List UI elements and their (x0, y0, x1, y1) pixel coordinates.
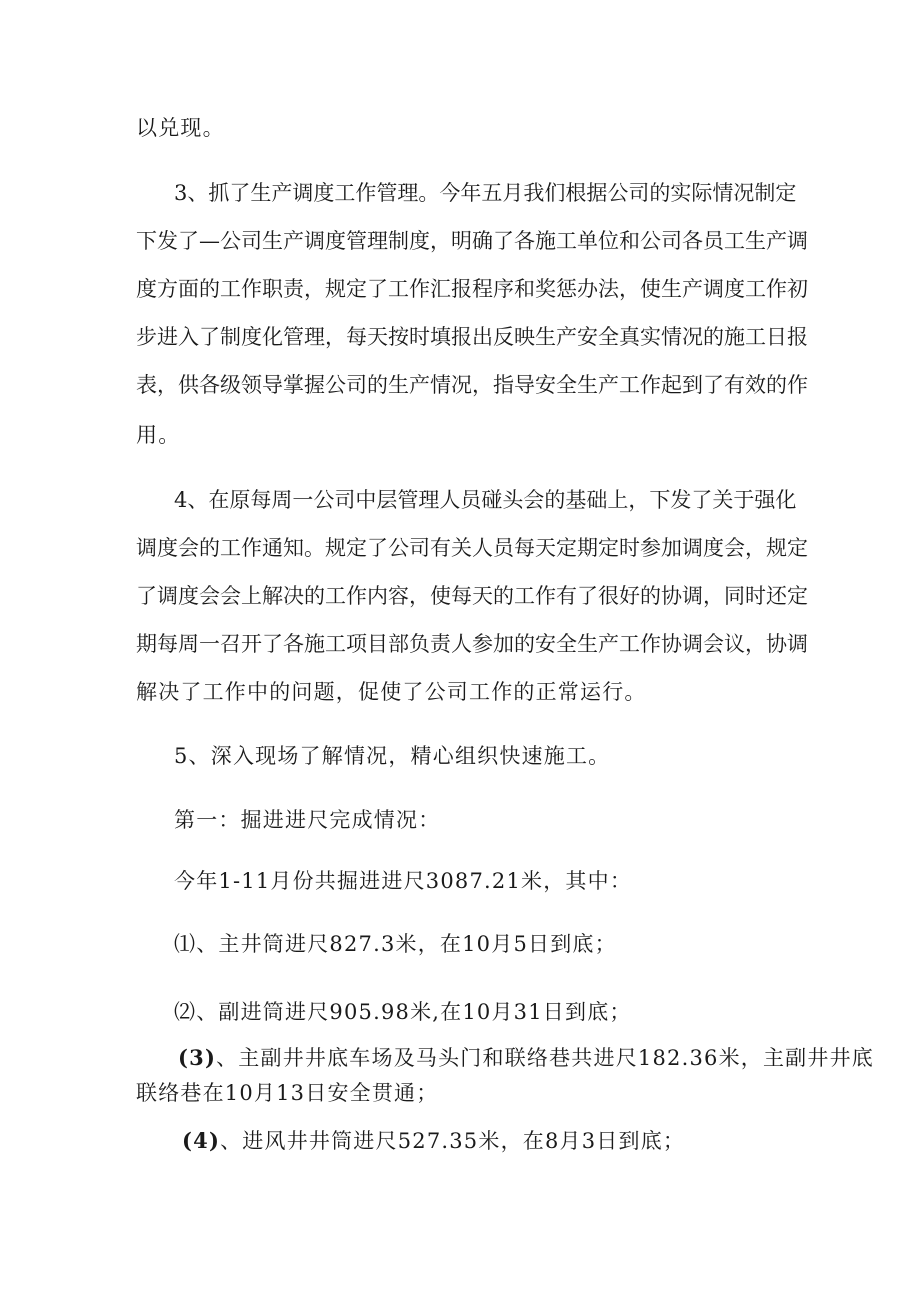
list-marker: ⑵ (174, 1000, 197, 1024)
paragraph-3-line-3: 度方面的工作职责，规定了工作汇报程序和奖惩办法，使生产调度工作初 (136, 277, 808, 301)
list-marker: (4) (182, 1128, 221, 1153)
paragraph-4-line-5: 解决了工作中的问题，促使了公司工作的正常运行。 (136, 680, 647, 704)
paragraph-line: 以兑现。 (136, 116, 225, 140)
list-item-2 (174, 997, 632, 1027)
list-item-text: 、进风井井筒进尺527.35米，在8月3日到底； (220, 1129, 686, 1153)
list-item-text: 、主井筒进尺827.3米，在10月5日到底； (196, 932, 617, 956)
paragraph-7-line-1: 今年1-11月份共掘进进尺3087.21米，其中： (174, 869, 633, 893)
list-item-4 (182, 1126, 685, 1156)
list-item-text: 、主副井井底车场及马头门和联络巷共进尺182.36米，主副井井底 (216, 1046, 874, 1070)
list-item-3-continuation: 联络巷在10月13日安全贯通； (136, 1081, 439, 1105)
list-item-3 (178, 1043, 874, 1073)
list-marker: ⑴ (174, 932, 197, 956)
paragraph-3-line-6: 用。 (136, 423, 181, 447)
paragraph-3-line-1: 3、抓了生产调度工作管理。今年五月我们根据公司的实际情况制定 (174, 181, 797, 205)
list-item-1 (174, 929, 617, 959)
list-marker: (3) (178, 1045, 217, 1070)
paragraph-4-line-3: 了调度会会上解决的工作内容，使每天的工作有了很好的协调，同时还定 (136, 584, 808, 608)
list-item-text: 、副进筒进尺905.98米,在10月31日到底； (196, 1000, 632, 1024)
paragraph-3-line-5: 表，供各级领导掌握公司的生产情况，指导安全生产工作起到了有效的作 (136, 373, 808, 397)
paragraph-4-line-2: 调度会的工作通知。规定了公司有关人员每天定期定时参加调度会，规定 (136, 536, 808, 560)
paragraph-3-line-4: 步进入了制度化管理，每天按时填报出反映生产安全真实情况的施工日报 (136, 325, 808, 349)
paragraph-3-line-2: 下发了—公司生产调度管理制度，明确了各施工单位和公司各员工生产调 (136, 229, 808, 253)
paragraph-5-line-1: 5、深入现场了解情况，精心组织快速施工。 (174, 744, 611, 768)
paragraph-4-line-1: 4、在原每周一公司中层管理人员碰头会的基础上，下发了关于强化 (174, 488, 797, 512)
paragraph-4-line-4: 期每周一召开了各施工项目部负责人参加的安全生产工作协调会议，协调 (136, 632, 808, 656)
paragraph-6-line-1: 第一：掘进进尺完成情况： (174, 808, 441, 832)
